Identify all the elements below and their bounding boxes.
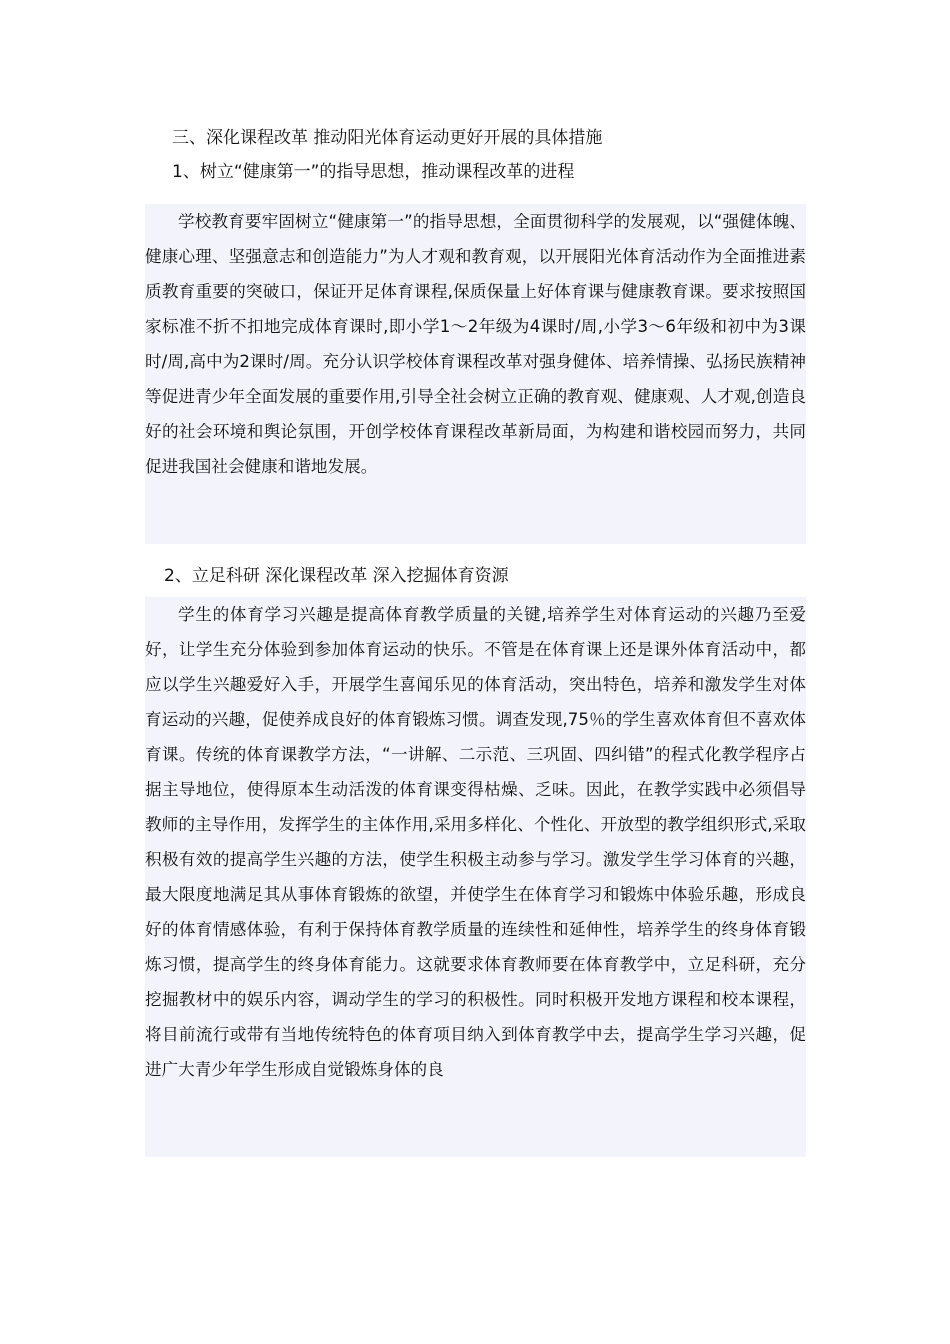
subsection-body-2: 学生的体育学习兴趣是提高体育教学质量的关键,培养学生对体育运动的兴趣乃至爱好，让学生充分体验到参加体育运动的快乐。不管是在体育课上还是课外体育活动中，都应以学生兴趣爱好入手，开展学生喜闻乐见的体育活动，突出特色，培养和激发学生对体育运动的兴趣，促使养成良好的体育锻炼习惯。调查发现,75％的学生喜欢体育但不喜欢体育课。传统的体育课教学方法，“一讲解、二示范、三巩固、四纠错”的程式化教学程序占据主导地位，使得原本生动活泼的体育课变得枯燥、乏味。因此，在教学实践中必须倡导教师的主导作用，发挥学生的主体作用,采用多样化、个性化、开放型的教学组织形式,采取积极有效的提高学生兴趣的方法，使学生积极主动参与学习。激发学生学习体育的兴趣，最大限度地满足其从事体育锻炼的欲望，并使学生在体育学习和锻炼中体验乐趣，形成良好的体育情感体验，有利于保持体育教学质量的连续性和延伸性，培养学生的终身体育锻炼习惯，提高学生的终身体育能力。这就要求体育教师要在体育教学中，立足科研，充分挖掘教材中的娱乐内容，调动学生的学习的积极性。同时积极开发地方课程和校本课程，将目前流行或带有当地传统特色的体育项目纳入到体育教学中去，提高学生学习兴趣，促进广大青少年学生形成自觉锻炼身体的良 xyxy=(145,597,806,1157)
section-title: 三、深化课程改革 推动阳光体育运动更好开展的具体措施 xyxy=(172,128,603,148)
subsection-heading-1: 1、树立“健康第一”的指导思想，推动课程改革的进程 xyxy=(172,162,575,182)
subsection-heading-2: 2、立足科研 深化课程改革 深入挖掘体育资源 xyxy=(164,566,509,586)
subsection-body-1: 学校教育要牢固树立“健康第一”的指导思想，全面贯彻科学的发展观，以“强健体魄、健康心理、坚强意志和创造能力”为人才观和教育观，以开展阳光体育活动作为全面推进素质教育重要的突破口，保证开足体育课程,保质保量上好体育课与健康教育课。要求按照国家标准不折不扣地完成体育课时,即小学1～2年级为4课时/周,小学3～6年级和初中为3课时/周,高中为2课时/周。充分认识学校体育课程改革对强身健体、培养情操、弘扬民族精神等促进青少年全面发展的重要作用,引导全社会树立正确的教育观、健康观、人才观,创造良好的社会环境和舆论氛围，开创学校体育课程改革新局面，为构建和谐校园而努力，共同促进我国社会健康和谐地发展。 xyxy=(145,204,806,544)
